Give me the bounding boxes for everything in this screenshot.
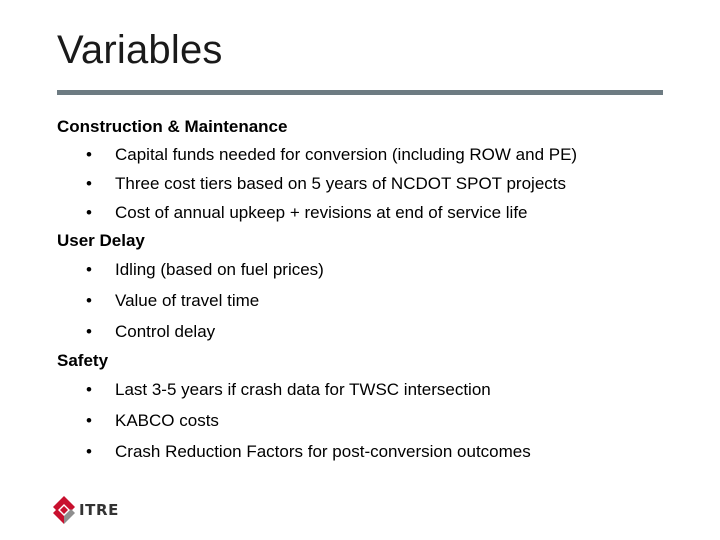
bullet-text: Cost of annual upkeep + revisions at end of service life [115,203,528,222]
list-item [57,285,677,316]
bullet-text: Last 3-5 years if crash data for TWSC intersection [115,380,491,399]
list-item [57,198,677,227]
bullet-icon: • [86,380,92,399]
list-item [57,140,677,169]
bullet-icon: • [86,260,92,279]
list-item [57,169,677,198]
bullet-text: KABCO costs [115,411,219,430]
bullet-icon: • [86,145,92,164]
logo-text: ITRE [79,501,120,519]
bullet-icon: • [86,291,92,310]
itre-logo-icon [52,495,76,525]
bullet-text: Crash Reduction Factors for post-conversion outcomes [115,442,531,461]
bullet-list [57,374,677,467]
bullet-list [57,140,677,227]
list-item [57,436,677,467]
slide-title: Variables [57,28,223,72]
list-item [57,405,677,436]
section-safety [57,347,677,467]
bullet-text: Three cost tiers based on 5 years of NCDOT SPOT projects [115,174,566,193]
slide-content [57,113,677,467]
bullet-icon: • [86,203,92,222]
section-construction-maintenance [57,113,677,227]
bullet-icon: • [86,322,92,341]
section-heading: Construction & Maintenance [57,117,288,136]
bullet-text: Control delay [115,322,216,341]
bullet-text: Value of travel time [115,291,260,310]
itre-logo [52,494,119,526]
bullet-icon: • [86,411,92,430]
bullet-list [57,254,677,347]
title-divider [57,90,663,95]
list-item [57,254,677,285]
bullet-icon: • [86,174,92,193]
bullet-text: Idling (based on fuel prices) [115,260,324,279]
bullet-icon: • [86,442,92,461]
list-item [57,316,677,347]
section-heading: Safety [57,351,109,370]
section-user-delay [57,227,677,347]
bullet-text: Capital funds needed for conversion (including ROW and PE) [115,145,578,164]
list-item [57,374,677,405]
section-heading: User Delay [57,231,145,250]
